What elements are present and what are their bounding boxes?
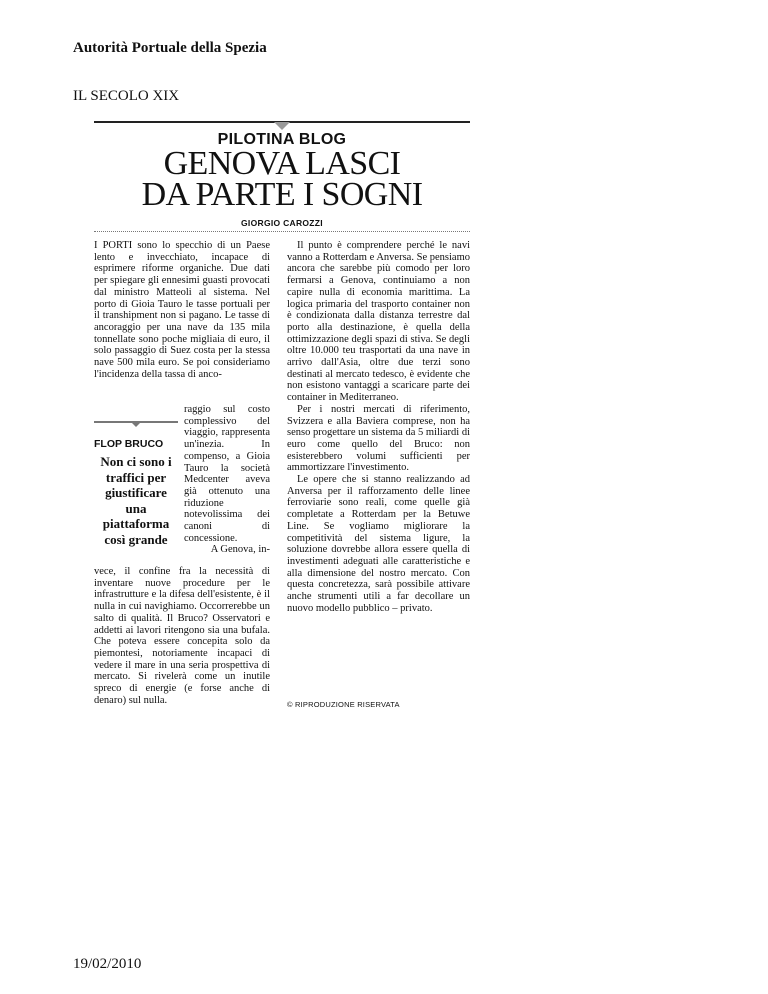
sidebar-kicker: FLOP BRUCO [94,438,164,450]
column-1-indent-line: A Genova, in- [210,544,270,556]
article-headline [94,145,470,213]
column-2-paragraph-1: Il punto è comprendere perché le navi vanno a Rotterdam e Anversa. Se pensiamo ancora che sarebbe più comodo per loro fermarsi a Genova, continuiamo a non capire nulla di economia marittima. La logica primaria del trasporto container non è condizionata dalla distanza terrestre dal porto alla destinazione, è quella della ottimizzazione degli spazi di stiva. Se degli oltre 10.000 teu trasportati da una nave in arrivo dall'Asia, oltre due terzi sono destinati al mercato tedesco, è evidente che non esistono vantaggi a scaricare parte dei container in Mediterraneo. [287,240,470,404]
headline-line-2: DA PARTE I SOGNI [141,176,423,213]
byline-rule [94,231,470,232]
column-1-paragraph: I PORTI sono lo specchio di un Paese lento e invecchiato, incapace di esprimere riforme organiche. Due dati per spiegare gli ennesimi guasti provocati dal ministro Matteoli al sistema. Nel porto di Gioia Tauro le tasse portuali per il transhipment non si pagano. Le tasse di ancoraggio per una nave da 135 mila tonnellate sono poche migliaia di euro, il solo passaggio di Suez costa per la stessa nave 500 mila euro. Se poi consideriamo l'incidenza della tassa di anco- [94,240,270,380]
column-2-paragraph-2: Per i nostri mercati di riferimento, Svizzera e alla Baviera comprese, non ha senso progettare un sistema da 5 miliardi di euro come quello del Bruco: non esisterebbero volumi sufficienti per ammortizzare l'investimento. [287,403,470,474]
sidebar-pull-quote: Non ci sono i traffici per giustificare una piattaforma così grande [100,454,172,547]
column-2-paragraph-3: Le opere che si stanno realizzando ad Anversa per il rafforzamento delle linee ferroviarie sono reali, come quelle già completate a Rotterdam per la Betuwe Line. Se vogliamo migliorare la competitività del sistema ligure, la soluzione dovrebbe allora essere quella di investimenti adeguati alle caratteristiche e alla dimensione del nostro mercato. Con questa concretezza, sarà possibile attivare anche strumenti utili a far decollare un nuovo modello pubblico – privato. [287,474,470,614]
column-1-rest-paragraph: vece, il confine fra la necessità di inventare nuove procedure per le infrastrutture e la difesa dell'esistente, è il nulla in cui navighiamo. Occorrerebbe un salto di qualità. Il Bruco? Osservatori e addetti ai lavori ritengono sia una bufala. Che poteva essere concepita solo da piemontesi, notoriamente incapaci di vedere il mare in una seria prospettiva di mercato. Si rivelerà come un inutile spreco di energie (e forse anche di denaro) sul nulla. [94,566,270,706]
column-1-narrow-paragraph: raggio sul costo complessivo del viaggio, rappresenta un'inezia. In compenso, a Gioia Tauro la società Medcenter aveva già ottenuto una riduzione notevolissima dei canoni di concessione. [184,404,270,544]
top-rule-notch [274,122,290,130]
column-1-top [94,240,270,380]
sidebar-rule-notch [131,422,141,427]
newspaper-clipping [94,116,472,716]
copyright-notice: © RIPRODUZIONE RISERVATA [287,700,400,709]
article-byline: GIORGIO CAROZZI [241,218,323,228]
column-1-bottom [94,566,270,706]
article-kicker: PILOTINA BLOG [217,131,347,148]
newspaper-name: IL SECOLO XIX [73,88,180,104]
organization-name: Autorità Portuale della Spezia [73,40,267,56]
column-2 [287,240,470,615]
column-1-narrow [184,404,270,556]
headline-line-1: GENOVA LASCI [163,145,401,182]
clipping-date: 19/02/2010 [73,956,142,972]
